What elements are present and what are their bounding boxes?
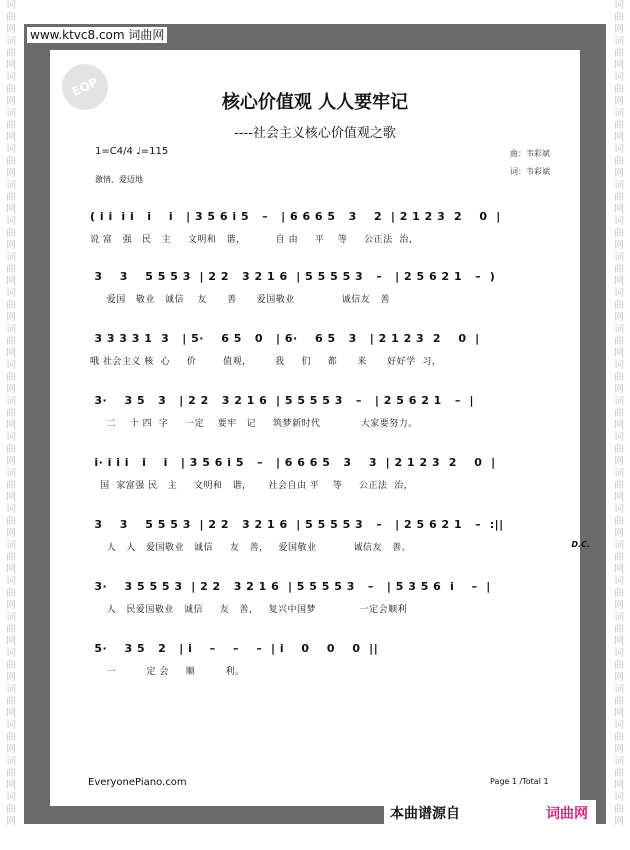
side-watermark-char: 网 <box>6 384 16 395</box>
side-watermark-char: 网 <box>614 420 624 431</box>
lyric-line: 人 民爱国敬业 诚信 友 善， 复兴中国梦 一定会顺利 <box>90 605 408 615</box>
side-watermark-char: 网 <box>614 240 624 251</box>
side-watermark-char: 网 <box>614 744 624 755</box>
da-capo-marking: D.C. <box>571 540 590 549</box>
side-watermark-char: 曲 <box>614 732 624 743</box>
side-watermark-char: 曲 <box>6 156 16 167</box>
side-watermark-char: 网 <box>6 780 16 791</box>
side-watermark-char: 曲 <box>6 444 16 455</box>
side-watermark-char: 曲 <box>6 480 16 491</box>
side-watermark-char: 曲 <box>614 300 624 311</box>
side-watermark-char: 词 <box>6 720 16 731</box>
side-watermark-char: 网 <box>6 96 16 107</box>
side-watermark-char: 曲 <box>6 120 16 131</box>
side-watermark-char: 曲 <box>6 768 16 779</box>
page-count: Page 1 /Total 1 <box>490 777 549 786</box>
side-watermark-char: 曲 <box>6 408 16 419</box>
song-title: 核心价值观 人人要牢记 <box>221 92 409 113</box>
side-watermark-char: 曲 <box>614 768 624 779</box>
lyric-line: 国 家富强 民 主 文明和 谐， 社会自由 平 等 公正法 治， <box>90 481 414 491</box>
source-banner <box>384 800 596 826</box>
side-watermark-char: 曲 <box>6 552 16 563</box>
side-watermark-char: 词 <box>614 0 624 11</box>
side-watermark-char: 网 <box>614 636 624 647</box>
side-watermark-char: 曲 <box>6 804 16 815</box>
side-watermark-char: 词 <box>614 72 624 83</box>
side-watermark-char: 网 <box>614 816 624 827</box>
side-watermark-char: 曲 <box>614 480 624 491</box>
lyric-line: 哦 社会主义 核 心 价 值观， 我 们 都 来 好好学 习， <box>90 357 442 367</box>
side-watermark-char: 词 <box>6 36 16 47</box>
side-watermark-char: 网 <box>6 168 16 179</box>
side-watermark-char: 网 <box>6 24 16 35</box>
side-watermark-char: 词 <box>614 792 624 803</box>
side-watermark-char: 曲 <box>6 192 16 203</box>
side-watermark-char: 词 <box>6 612 16 623</box>
side-watermark-char: 词 <box>614 468 624 479</box>
side-watermark-char: 曲 <box>614 804 624 815</box>
side-watermark-char: 曲 <box>614 444 624 455</box>
side-watermark-char: 词 <box>6 108 16 119</box>
side-watermark-char: 网 <box>614 204 624 215</box>
banner-source-label: 本曲谱源自 <box>390 806 460 822</box>
side-watermark-char: 词 <box>614 360 624 371</box>
side-watermark-char: 曲 <box>614 120 624 131</box>
side-watermark-char: 网 <box>614 24 624 35</box>
side-watermark-char: 词 <box>614 504 624 515</box>
side-watermark-char: 词 <box>614 720 624 731</box>
notation-line: 3 3 5 5 5 3 | 2 2 3 2 1 6 | 5 5 5 5 3 – | 2 5 6 2 1 – :|| <box>90 518 504 531</box>
side-watermark-char: 曲 <box>6 336 16 347</box>
notation-line: 3· 3 5 3 | 2 2 3 2 1 6 | 5 5 5 5 3 – | 2 5 6 2 1 – | <box>90 394 474 407</box>
side-watermark-char: 词 <box>6 72 16 83</box>
side-watermark-char: 词 <box>614 288 624 299</box>
key-signature: 1=C4/4 ♩=115 <box>95 146 169 157</box>
side-watermark-char: 网 <box>6 240 16 251</box>
side-watermark-char: 曲 <box>6 84 16 95</box>
side-watermark-char: 词 <box>6 756 16 767</box>
side-watermark-char: 曲 <box>6 300 16 311</box>
side-watermark-char: 曲 <box>614 48 624 59</box>
side-watermark-char: 网 <box>6 564 16 575</box>
side-watermark-char: 网 <box>614 528 624 539</box>
side-watermark-char: 网 <box>6 528 16 539</box>
side-watermark-char: 网 <box>614 168 624 179</box>
footer-site: EveryonePiano.com <box>88 777 187 788</box>
side-watermark-char: 网 <box>6 204 16 215</box>
side-watermark-char: 曲 <box>614 552 624 563</box>
side-watermark-char: 网 <box>6 132 16 143</box>
side-watermark-char: 网 <box>6 420 16 431</box>
side-watermark-char: 网 <box>6 672 16 683</box>
side-watermark-char: 网 <box>614 384 624 395</box>
side-watermark-char: 网 <box>614 132 624 143</box>
notation-line: ( i i i i i i | 3 5 6 i 5 – | 6 6 6 5 3 2 | 2 1 2 3 2 0 | <box>90 210 501 223</box>
side-watermark-char: 曲 <box>6 264 16 275</box>
side-watermark-char: 曲 <box>614 264 624 275</box>
side-watermark-char: 词 <box>614 612 624 623</box>
side-watermark-char: 词 <box>614 108 624 119</box>
notation-line: 3· 3 5 5 5 3 | 2 2 3 2 1 6 | 5 5 5 5 3 – | 5 3 5 6 i – | <box>90 580 491 593</box>
side-watermark-char: 曲 <box>6 516 16 527</box>
side-watermark-char: 曲 <box>614 408 624 419</box>
composer-credit: 曲：韦彩斌 <box>510 149 550 158</box>
score-sheet <box>50 50 590 806</box>
side-watermark-char: 词 <box>6 216 16 227</box>
side-watermark-char: 词 <box>6 252 16 263</box>
side-watermark-char: 词 <box>6 396 16 407</box>
side-watermark-char: 词 <box>6 468 16 479</box>
side-watermark-char: 网 <box>614 348 624 359</box>
side-watermark-char: 曲 <box>614 372 624 383</box>
lyric-line: 说 富 强 民 主 文明和 谐， 自 由 平 等 公正法 治， <box>90 235 419 245</box>
side-watermark-char: 词 <box>6 144 16 155</box>
expression-marking: 激情、爱迈地 <box>95 175 143 184</box>
side-watermark-char: 网 <box>614 492 624 503</box>
side-watermark-char: 网 <box>6 348 16 359</box>
side-watermark-char: 词 <box>614 576 624 587</box>
side-watermark-char: 词 <box>6 684 16 695</box>
side-watermark-char: 词 <box>6 432 16 443</box>
side-watermark-char: 网 <box>614 564 624 575</box>
site-url[interactable]: www.ktvc8.com 词曲网 <box>27 27 167 43</box>
side-watermark-char: 词 <box>614 324 624 335</box>
side-watermark-char: 网 <box>6 600 16 611</box>
notation-line: 3 3 3 3 1 3 | 5· 6 5 0 | 6· 6 5 3 | 2 1 2 3 2 0 | <box>90 332 480 345</box>
side-watermark-char: 网 <box>614 312 624 323</box>
side-watermark-char: 网 <box>614 672 624 683</box>
notation-line: i· i i i i i | 3 5 6 i 5 – | 6 6 6 5 3 3 | 2 1 2 3 2 0 | <box>90 456 496 469</box>
side-watermark-char: 词 <box>6 288 16 299</box>
side-watermark-char: 词 <box>6 504 16 515</box>
side-watermark-char: 词 <box>614 648 624 659</box>
lyric-line: 爱国 敬业 诚信 友 善 爱国敬业 诚信友 善 <box>90 295 390 305</box>
side-watermark-char: 词 <box>614 180 624 191</box>
side-watermark-char: 词 <box>614 684 624 695</box>
side-watermark-char: 曲 <box>6 588 16 599</box>
side-watermark-char: 词 <box>6 540 16 551</box>
side-watermark-char: 词 <box>6 180 16 191</box>
side-watermark-char: 曲 <box>614 696 624 707</box>
side-watermark-char: 网 <box>6 276 16 287</box>
side-watermark-char: 词 <box>614 432 624 443</box>
side-watermark-char: 曲 <box>6 732 16 743</box>
side-watermark-char: 曲 <box>614 624 624 635</box>
side-watermark-char: 词 <box>6 0 16 11</box>
side-watermark-char: 词 <box>614 756 624 767</box>
side-watermark-char: 曲 <box>6 372 16 383</box>
side-watermark-char: 曲 <box>614 84 624 95</box>
lyric-line: 二 十 四 字 一定 要牢 记 筑梦新时代 大家要努力。 <box>90 419 418 429</box>
side-watermark-char: 曲 <box>6 228 16 239</box>
side-watermark-char: 词 <box>6 324 16 335</box>
side-watermark-char: 网 <box>614 600 624 611</box>
side-watermark-char: 网 <box>6 708 16 719</box>
side-watermark-char: 词 <box>614 144 624 155</box>
side-watermark-char: 网 <box>6 456 16 467</box>
side-watermark-char: 网 <box>614 708 624 719</box>
side-watermark-char: 网 <box>6 60 16 71</box>
side-watermark-char: 网 <box>614 96 624 107</box>
side-watermark-char: 曲 <box>614 192 624 203</box>
side-watermark-char: 词 <box>614 396 624 407</box>
lyric-line: 一 定 会 顺 利。 <box>90 667 245 677</box>
side-watermark-char: 曲 <box>614 516 624 527</box>
notation-line: 5· 3 5 2 | i – – – | i 0 0 0 || <box>90 642 379 655</box>
eop-watermark-logo: EOP <box>54 56 115 117</box>
side-watermark-char: 曲 <box>614 12 624 23</box>
side-watermark-char: 曲 <box>6 696 16 707</box>
side-watermark-char: 词 <box>614 216 624 227</box>
banner-site-link[interactable]: 词曲网 <box>546 806 588 822</box>
side-watermark-char: 曲 <box>6 12 16 23</box>
side-watermark-char: 曲 <box>614 588 624 599</box>
side-watermark-char: 词 <box>6 792 16 803</box>
side-watermark-char: 网 <box>6 816 16 827</box>
side-watermark-char: 网 <box>6 312 16 323</box>
side-watermark-char: 词 <box>614 540 624 551</box>
notation-line: 3 3 5 5 5 3 | 2 2 3 2 1 6 | 5 5 5 5 3 – | 2 5 6 2 1 – ) <box>90 270 496 283</box>
side-watermark-char: 词 <box>6 576 16 587</box>
right-watermark-column <box>608 0 630 850</box>
side-watermark-char: 网 <box>614 60 624 71</box>
lyricist-credit: 词：韦彩斌 <box>510 167 550 176</box>
side-watermark-char: 曲 <box>6 624 16 635</box>
side-watermark-char: 词 <box>614 252 624 263</box>
lyric-line: 人 人 爱国敬业 诚信 友 善， 爱国敬业 诚信友 善。 <box>90 543 412 553</box>
side-watermark-char: 网 <box>614 456 624 467</box>
side-watermark-char: 曲 <box>614 156 624 167</box>
side-watermark-char: 网 <box>6 492 16 503</box>
side-watermark-char: 词 <box>6 648 16 659</box>
side-watermark-char: 曲 <box>614 336 624 347</box>
side-watermark-char: 曲 <box>6 660 16 671</box>
side-watermark-char: 曲 <box>614 228 624 239</box>
side-watermark-char: 曲 <box>614 660 624 671</box>
side-watermark-char: 曲 <box>6 48 16 59</box>
side-watermark-char: 网 <box>614 780 624 791</box>
side-watermark-char: 网 <box>6 744 16 755</box>
left-watermark-column <box>0 0 22 850</box>
song-subtitle: ----社会主义核心价值观之歌 <box>234 126 396 141</box>
side-watermark-char: 网 <box>6 636 16 647</box>
side-watermark-char: 词 <box>614 36 624 47</box>
side-watermark-char: 网 <box>614 276 624 287</box>
side-watermark-char: 词 <box>6 360 16 371</box>
